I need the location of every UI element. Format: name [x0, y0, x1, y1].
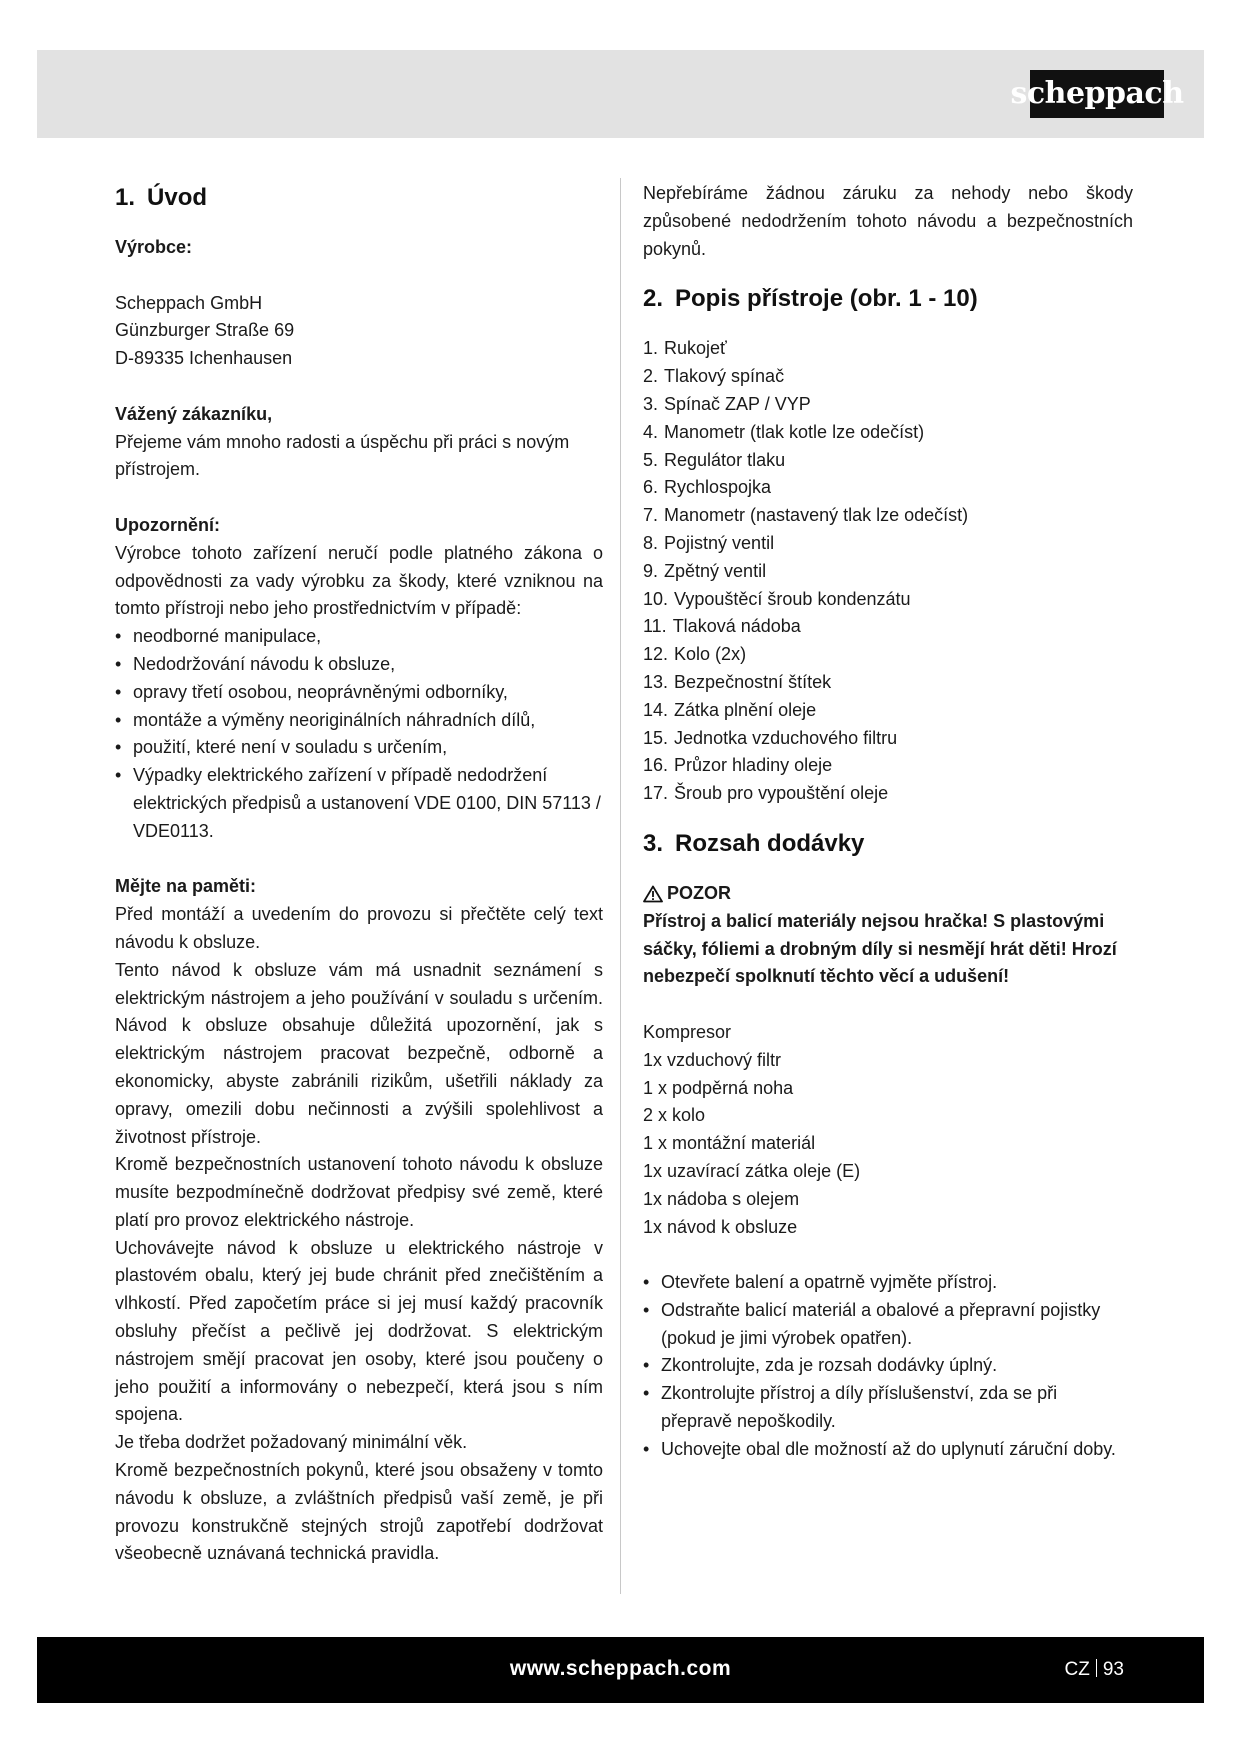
warning-label: POZOR [667, 882, 732, 903]
part-number: 2. [643, 366, 659, 387]
list-item: • Odstraňte balicí materiál a obalové a přepravní pojistky (pokud je jimi výrobek opatřen). [643, 1297, 1133, 1353]
language-code: CZ [1064, 1659, 1090, 1680]
part-item [643, 752, 1133, 780]
part-item [643, 669, 1133, 697]
part-number: 3. [643, 393, 659, 414]
part-label: Vypouštěcí šroub kondenzátu [674, 588, 911, 609]
part-label: Zpětný ventil [664, 560, 767, 581]
manufacturer-label: Výrobce: [115, 237, 193, 257]
part-number: 10. [643, 588, 669, 609]
part-item [643, 419, 1133, 447]
column-divider [620, 178, 621, 1594]
part-number: 17. [643, 783, 669, 804]
part-number: 1. [643, 338, 659, 359]
part-number: 5. [643, 449, 659, 470]
page-indicator [1065, 1659, 1124, 1681]
dear-customer-text: Přejeme vám mnoho radosti a úspěchu při práci s novým přístrojem. [115, 431, 570, 480]
part-label: Jednotka vzduchového filtru [674, 727, 898, 748]
remember-paragraph: Před montáží a uvedením do provozu si přečtěte celý text návodu k obsluze. [115, 904, 603, 952]
part-item [643, 586, 1133, 614]
list-item: • opravy třetí osobou, neoprávněnými odborníky, [115, 679, 603, 707]
part-label: Rukojeť [664, 338, 727, 359]
part-label: Rychlospojka [664, 477, 772, 498]
part-item [643, 447, 1133, 475]
part-label: Manometr (nastavený tlak lze odečíst) [664, 505, 969, 526]
remember-paragraph: Je třeba dodržet požadovaný minimální věk. [115, 1432, 468, 1453]
part-number: 14. [643, 699, 669, 720]
part-item [643, 363, 1133, 391]
part-item [643, 474, 1133, 502]
page-number: 93 [1102, 1659, 1124, 1680]
part-item [643, 530, 1133, 558]
part-label: Průzor hladiny oleje [674, 755, 833, 776]
part-label: Tlakový spínač [664, 366, 785, 387]
notice-label: Upozornění: [115, 514, 220, 535]
remember-paragraph: Tento návod k obsluze vám má usnadnit seznámení s elektrickým nástrojem a jeho používání v souladu s určením. Návod k obsluze obsahuje důležitá upozornění, jak s elektrickým nástrojem pracovat bezpečně, odborně a ekonomicky, abyste zabránili rizikům, ušetřili náklady za opravy, omezili dobu nečinnosti a zvýšili spolehlivost a životnost přístroje. [115, 959, 603, 1147]
part-item [643, 641, 1133, 669]
part-number: 15. [643, 727, 669, 748]
part-item [643, 391, 1133, 419]
delivery-item: 1x vzduchový filtr [643, 1049, 782, 1070]
footer-url: www.scheppach.com [509, 1657, 732, 1680]
part-label: Šroub pro vypouštění oleje [674, 783, 889, 804]
right-column [643, 180, 1133, 1464]
delivery-item: 1 x montážní materiál [643, 1133, 816, 1154]
part-item [643, 780, 1133, 808]
warning-triangle-icon [643, 885, 663, 903]
steps-list [643, 1269, 1133, 1464]
list-item: • Otevřete balení a opatrně vyjměte přístroj. [643, 1269, 1133, 1297]
list-item: • Nedodržování návodu k obsluze, [115, 651, 603, 679]
section-1-number: 1. [115, 184, 136, 211]
part-label: Pojistný ventil [664, 532, 775, 553]
remember-paragraph: Kromě bezpečnostních ustanovení tohoto návodu k obsluze musíte bezpodmínečně dodržovat předpisy své země, které platí pro provoz elektrického nástroje. [115, 1154, 603, 1230]
part-number: 16. [643, 755, 669, 776]
part-label: Zátka plnění oleje [674, 699, 817, 720]
part-label: Kolo (2x) [674, 644, 747, 665]
part-label: Tlaková nádoba [672, 616, 801, 637]
section-1-title: Úvod [147, 184, 208, 211]
delivery-item: Kompresor [643, 1021, 732, 1042]
notice-list [115, 623, 603, 845]
address-line: D-89335 Ichenhausen [115, 348, 293, 369]
section-2-title: Popis přístroje (obr. 1 - 10) [675, 285, 978, 313]
notice-text: Výrobce tohoto zařízení neručí podle platného zákona o odpovědnosti za vady výrobku za škody, které vzniknou na tomto přístroji nebo jeho prostřednictvím v případě: [115, 542, 603, 619]
list-item: • Výpadky elektrického zařízení v případě nedodržení elektrických předpisů a ustanovení VDE 0100, DIN 57113 / VDE0113. [115, 762, 603, 845]
list-item: • Uchovejte obal dle možností až do uplynutí záruční doby. [643, 1436, 1133, 1464]
left-column [115, 180, 603, 1568]
part-number: 8. [643, 532, 659, 553]
delivery-item: 1 x podpěrná noha [643, 1077, 794, 1098]
list-item: • Zkontrolujte přístroj a díly příslušenství, zda se při přepravě nepoškodily. [643, 1380, 1133, 1436]
dear-customer-label: Vážený zákazníku, [115, 403, 273, 424]
part-item [643, 697, 1133, 725]
address-line: Scheppach GmbH [115, 292, 263, 313]
part-label: Spínač ZAP / VYP [664, 393, 811, 414]
footer-bar [37, 1637, 1204, 1703]
part-number: 11. [643, 616, 667, 637]
section-1-heading [115, 180, 603, 216]
delivery-item: 1x návod k obsluze [643, 1216, 798, 1237]
part-number: 12. [643, 644, 669, 665]
list-item: • Zkontrolujte, zda je rozsah dodávky úplný. [643, 1352, 1133, 1380]
part-number: 7. [643, 505, 659, 526]
list-item: • montáže a výměny neoriginálních náhradních dílů, [115, 707, 603, 735]
list-item: • neodborné manipulace, [115, 623, 603, 651]
section-2-number: 2. [643, 285, 664, 313]
parts-list [643, 335, 1133, 808]
section-3-title: Rozsah dodávky [675, 829, 865, 857]
warning-text: Přístroj a balicí materiály nejsou hračka! S plastovými sáčky, fóliemi a drobným díly si nesmějí hrát děti! Hrozí nebezpečí spolknutí těchto věcí a udušení! [643, 910, 1117, 987]
remember-paragraph: Kromě bezpečnostních pokynů, které jsou obsaženy v tomto návodu k obsluze, a zvláštních předpisů vaší země, je při provozu konstrukčně stejných strojů zapotřebí dodržovat všeobecně uznávaná technická pravidla. [115, 1460, 603, 1564]
delivery-list [643, 1019, 1133, 1241]
part-label: Manometr (tlak kotle lze odečíst) [664, 421, 925, 442]
part-item [643, 335, 1133, 363]
list-item: • použití, které není v souladu s určením, [115, 734, 603, 762]
part-number: 4. [643, 421, 659, 442]
header-band [37, 50, 1204, 138]
address-line: Günzburger Straße 69 [115, 320, 295, 341]
section-3-heading [643, 826, 1133, 862]
remember-paragraph: Uchovávejte návod k obsluze u elektrického nástroje v plastovém obalu, který jej bude chránit před znečištěním a vlhkostí. Před započetím práce si jej musí každý pracovník obsluhy přečíst a pečlivě jej dodržovat. S elektrickým nástrojem smějí pracovat jen osoby, které jsou poučeny o jeho použití a informovány o nebezpečí, která jsou s ním spojena. [115, 1237, 603, 1425]
remember-label: Mějte na paměti: [115, 876, 257, 897]
part-label: Regulátor tlaku [664, 449, 786, 470]
delivery-item: 2 x kolo [643, 1105, 706, 1126]
part-item [643, 558, 1133, 586]
warning-heading [643, 880, 1133, 908]
section-2-heading [643, 281, 1133, 317]
logo-text: scheppach [1010, 76, 1184, 111]
liability-text: Nepřebíráme žádnou záruku za nehody nebo škody způsobené nedodržením tohoto návodu a bezpečnostních pokynů. [643, 183, 1133, 259]
part-number: 9. [643, 560, 659, 581]
part-item [643, 502, 1133, 530]
part-item [643, 725, 1133, 753]
part-label: Bezpečnostní štítek [674, 671, 832, 692]
scheppach-logo [1010, 70, 1184, 118]
part-number: 6. [643, 477, 659, 498]
delivery-item: 1x nádoba s olejem [643, 1188, 800, 1209]
delivery-item: 1x uzavírací zátka oleje (E) [643, 1160, 861, 1181]
part-item [643, 613, 1133, 641]
section-3-number: 3. [643, 829, 664, 857]
part-number: 13. [643, 671, 669, 692]
